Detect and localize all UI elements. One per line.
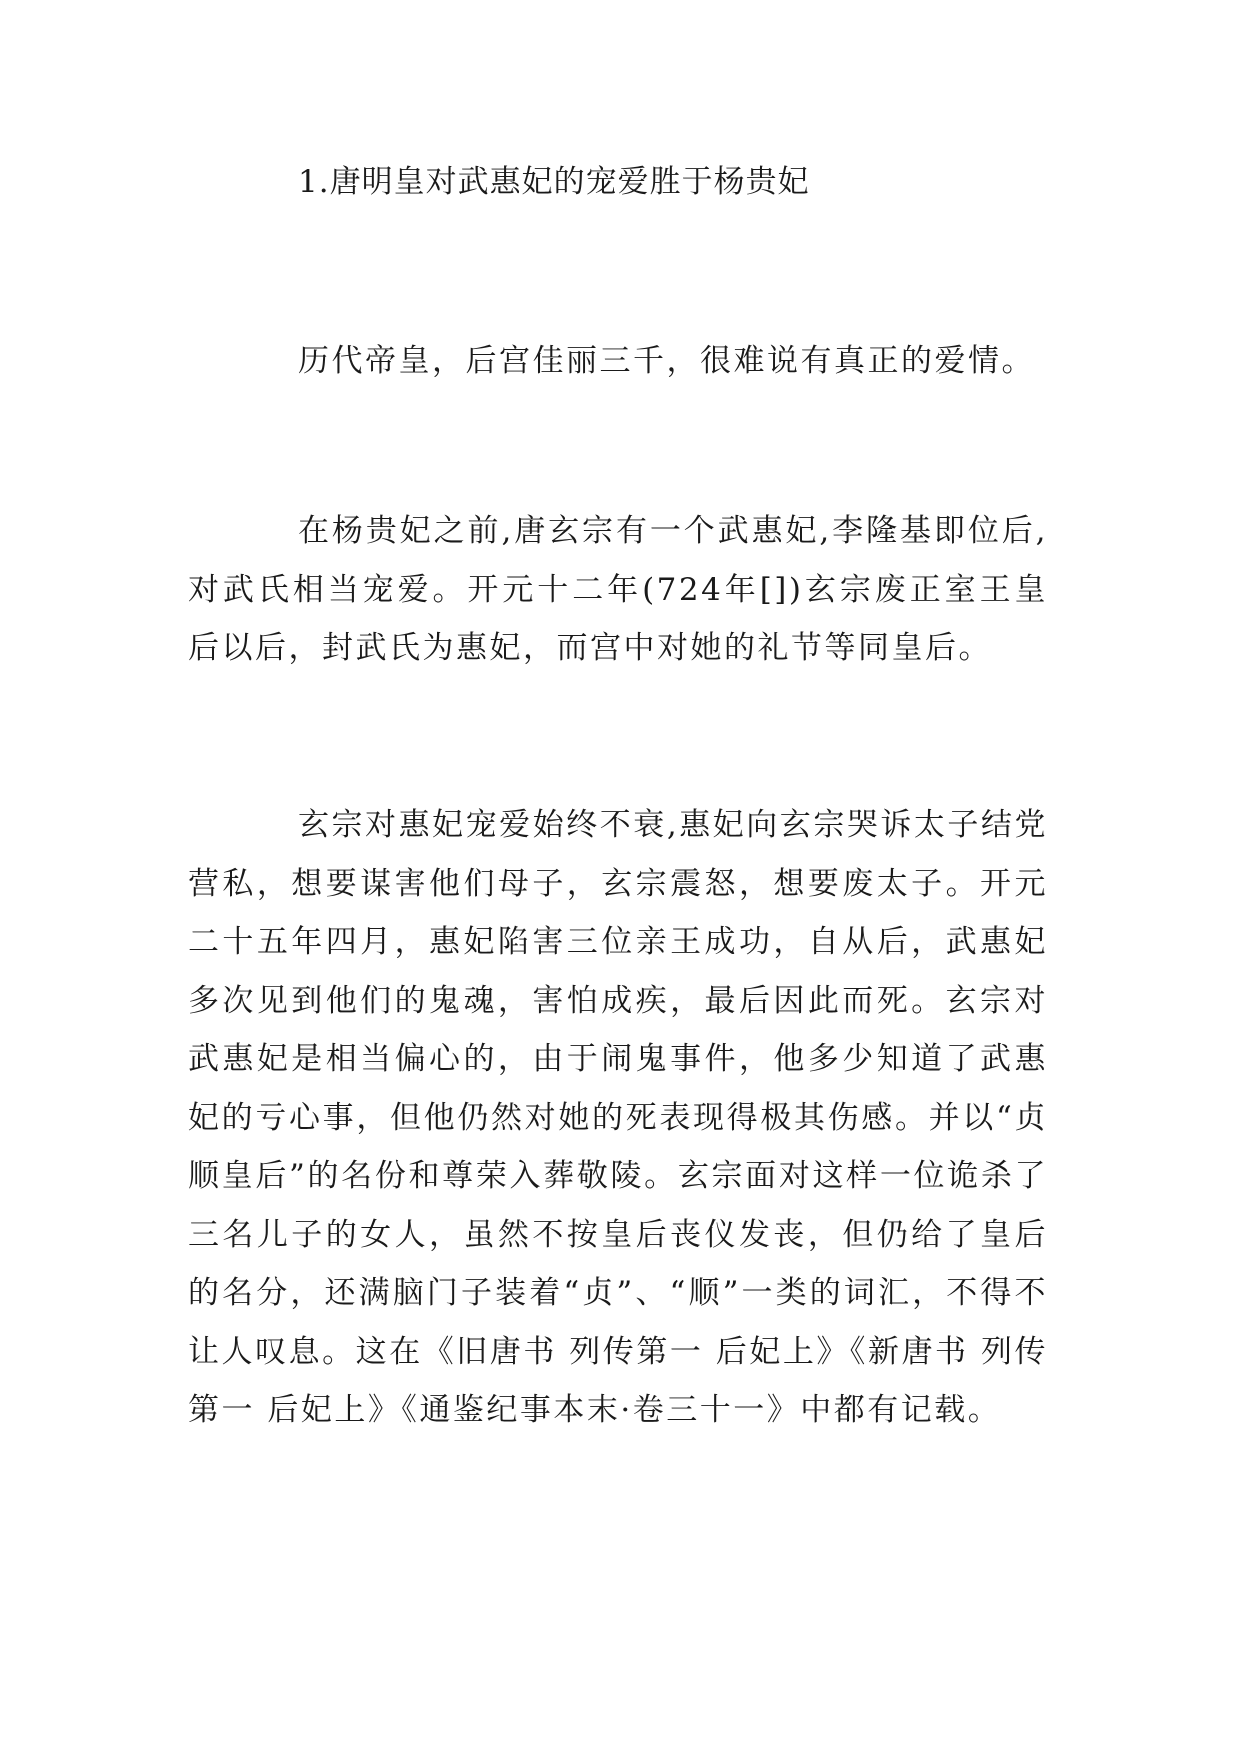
paragraph-intro: 历代帝皇，后宫佳丽三千，很难说有真正的爱情。 — [298, 343, 1035, 379]
paragraph-favor-and-death: 玄宗对惠妃宠爱始终不衰,惠妃向玄宗哭诉太子结党营私，想要谋害他们母子，玄宗震怒，想要废太子。开元二十五年四月，惠妃陷害三位亲王成功，自从后，武惠妃多次见到他们的鬼魂，害怕成疾，最后因此而死。玄宗对武惠妃是相当偏心的，由于闹鬼事件，他多少知道了武惠妃的亏心事，但他仍然对她的死表现得极其伤感。并以“贞顺皇后”的名份和尊荣入葬敬陵。玄宗面对这样一位诡杀了三名儿子的女人，虽然不按皇后丧仪发丧，但仍给了皇后的名分，还满脑门子装着“贞”、“顺”一类的词汇，不得不让人叹息。这在《旧唐书 列传第一 后妃上》《新唐书 列传第一 后妃上》《通鉴纪事本末·卷三十一》中都有记载。 — [188, 807, 1048, 1428]
paragraph-wu-consort: 在杨贵妃之前,唐玄宗有一个武惠妃,李隆基即位后,对武氏相当宠爱。开元十二年(724年[])玄宗废正室王皇后以后，封武氏为惠妃，而宫中对她的礼节等同皇后。 — [188, 513, 1048, 666]
section-heading: 1.唐明皇对武惠妃的宠爱胜于杨贵妃 — [298, 164, 810, 200]
